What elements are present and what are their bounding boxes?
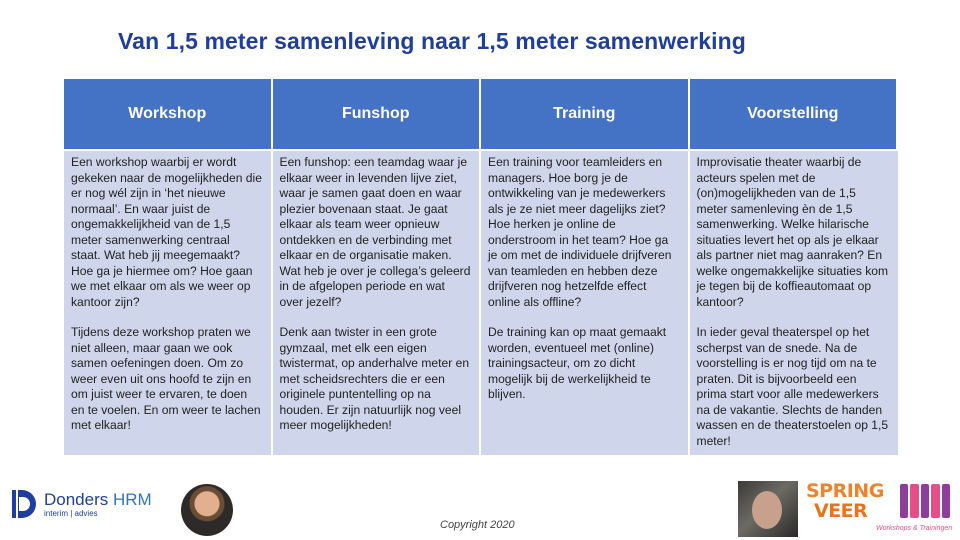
cell-funshop [273,151,482,455]
cell-voorstelling-paragraph-1: Improvisatie theater waarbij de acteurs spelen met de (on)mogelijkheden van de 1,5 meter samenleving èn de 1,5 samenwerking. Welke hilarische situaties levert het op als je elkaar als partner niet mag aanraken? En welke ongemakkelijke situaties kom je tegen bij de koffieautomaat op kantoor? [696,155,889,309]
springveer-bar [942,484,950,518]
springveer-bar [900,484,908,518]
springveer-logo [804,482,954,538]
donders-name: Donders [44,489,109,509]
springveer-bar [921,484,929,518]
slide-title: Van 1,5 meter samenleving naar 1,5 meter samenwerking [118,28,746,54]
cell-training-paragraph-2: De training kan op maat gemaakt worden, eventueel met (online) trainingsacteur, om zo dicht mogelijk bij de werkelijkheid te blijven. [488,325,667,401]
presenter-photo [181,484,233,536]
donders-subtitle: interim | advies [44,508,98,518]
cell-workshop-paragraph-2: Tijdens deze workshop praten we niet alleen, maar gaan we ook samen oefeningen doen. Om zo weer even uit ons hoofd te zijn en om juist weer te ervaren, te doen en te voelen. En om weer te lachen met elkaar! [71,325,261,432]
header-voorstelling: Voorstelling [690,79,899,151]
header-workshop: Workshop [64,79,273,151]
donders-logo-text [44,491,152,518]
header-funshop: Funshop [273,79,482,151]
comparison-table [63,78,899,456]
copyright-text: Copyright 2020 [440,519,515,531]
cell-funshop-paragraph-2: Denk aan twister in een grote gymzaal, met elk een eigen twistermat, op anderhalve meter en met scheidsrechters die er een originele puntentelling op na houden. Er zijn natuurlijk nog veel meer mogelijkheden! [279,325,470,432]
cell-voorstelling [690,151,899,455]
cell-workshop-paragraph-1: Een workshop waarbij er wordt gekeken naar de mogelijkheden die er nog wél zijn in ‘het nieuwe normaal’. En waar juist de ongemakkelijkheid van de 1,5 meter samenwerking centraal staat. Wat heb jij meegemaakt? Hoe ga je hiermee om? Hoe gaan we met elkaar om als we weer op kantoor zijn? [71,155,262,309]
springveer-subtitle: Workshops & Trainingen [876,525,953,532]
donders-hrm: HRM [113,489,152,509]
springveer-bars-icon [900,484,950,518]
springveer-bar [910,484,918,518]
cell-training [481,151,690,455]
actor-photo [738,481,798,537]
springveer-spring: SPRING [806,480,884,502]
donders-d-icon [10,488,40,520]
springveer-bar [931,484,939,518]
header-training: Training [481,79,690,151]
cell-workshop [64,151,273,455]
springveer-veer: VEER [814,500,868,522]
donders-logo-name [44,491,152,509]
actor-face [752,491,782,529]
cell-funshop-paragraph-1: Een funshop: een teamdag waar je elkaar weer in levenden lijve ziet, waar je samen gaat doen en waar plezier bovenaan staat. Je gaat elkaar als team weer opnieuw ontdekken en de verbinding met elkaar en de organisatie maken. Wat heb je over je collega’s geleerd in de afgelopen periode en wat over jezelf? [279,155,471,309]
cell-training-paragraph-1: Een training voor teamleiders en managers. Hoe borg je de ontwikkeling van je medewerkers als je ze niet meer dagelijks ziet? Hoe herken je online de onderstroom in het team? Hoe ga je om met de individuele drijfveren van teamleden en hebben deze drijfveren nog hetzelfde effect online als offline? [488,155,672,309]
cell-voorstelling-paragraph-2: In ieder geval theaterspel op het scherpst van de snede. Na de voorstelling is er nog tijd om na te praten. Dit is bijvoorbeeld een prima start voor alle medewerkers na de vakantie. Slechts de handen wassen en de theaterstoelen op 1,5 meter! [696,325,889,448]
donders-hrm-logo [10,488,152,520]
